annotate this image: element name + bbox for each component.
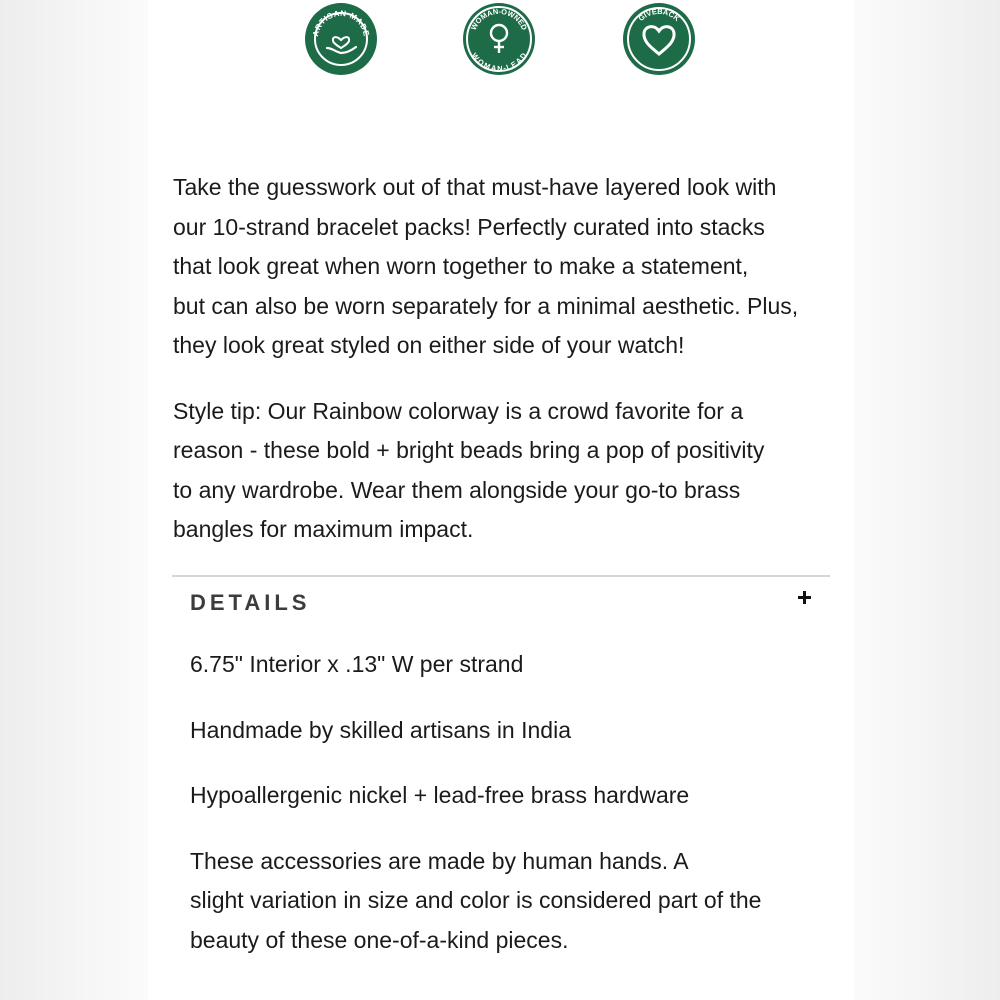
giveback-badge <box>622 2 696 76</box>
style-tip-line: bangles for maximum impact. <box>173 516 474 542</box>
heart-icon <box>622 2 696 76</box>
artisan-badge-label: ARTISAN MADE <box>311 8 371 38</box>
woman-owned-label: WOMAN-OWNED <box>468 6 530 32</box>
detail-item: Handmade by skilled artisans in India <box>190 716 571 743</box>
section-divider <box>172 575 830 577</box>
woman-lead-label: WOMAN-LEAD <box>469 51 529 74</box>
female-symbol-icon <box>462 2 536 76</box>
style-tip-line: to any wardrobe. Wear them alongside your go-to brass <box>173 476 741 503</box>
description-line: that look great when worn together to make a statement, <box>173 253 749 279</box>
note-line: These accessories are made by human hands. A <box>190 847 689 874</box>
plus-icon[interactable] <box>797 590 813 606</box>
details-title: DETAILS <box>190 590 311 615</box>
style-tip-line: reason - these bold + bright beads bring a pop of positivity <box>173 437 765 463</box>
description-paragraph <box>173 168 838 366</box>
description-line: but can also be worn separately for a minimal aesthetic. Plus, <box>173 292 799 319</box>
artisan-made-badge <box>304 2 378 76</box>
product-description <box>173 168 838 550</box>
product-description-page[interactable] <box>148 0 854 1000</box>
heart-in-hand-icon <box>304 2 378 76</box>
style-tip-line: Style tip: Our Rainbow colorway is a crowd favorite for a <box>173 397 744 424</box>
details-accordion-header[interactable] <box>172 580 830 628</box>
woman-owned-badge <box>462 2 536 76</box>
giveback-label: GIVEBACK <box>636 6 682 23</box>
description-line: Take the guesswork out of that must-have layered look with <box>173 174 777 200</box>
style-tip-paragraph <box>173 392 838 550</box>
description-line: our 10-strand bracelet packs! Perfectly curated into stacks <box>173 213 765 240</box>
left-margin-backdrop <box>0 0 148 1000</box>
note-line: slight variation in size and color is considered part of the <box>190 887 762 913</box>
badge-row <box>148 2 854 78</box>
details-content <box>190 645 830 986</box>
right-margin-backdrop <box>854 0 1000 1000</box>
description-line: they look great styled on either side of your watch! <box>173 332 685 358</box>
handmade-note <box>190 842 830 961</box>
detail-item: Hypoallergenic nickel + lead-free brass hardware <box>190 782 690 808</box>
note-line: beauty of these one-of-a-kind pieces. <box>190 926 569 953</box>
detail-item: 6.75" Interior x .13" W per strand <box>190 651 524 677</box>
